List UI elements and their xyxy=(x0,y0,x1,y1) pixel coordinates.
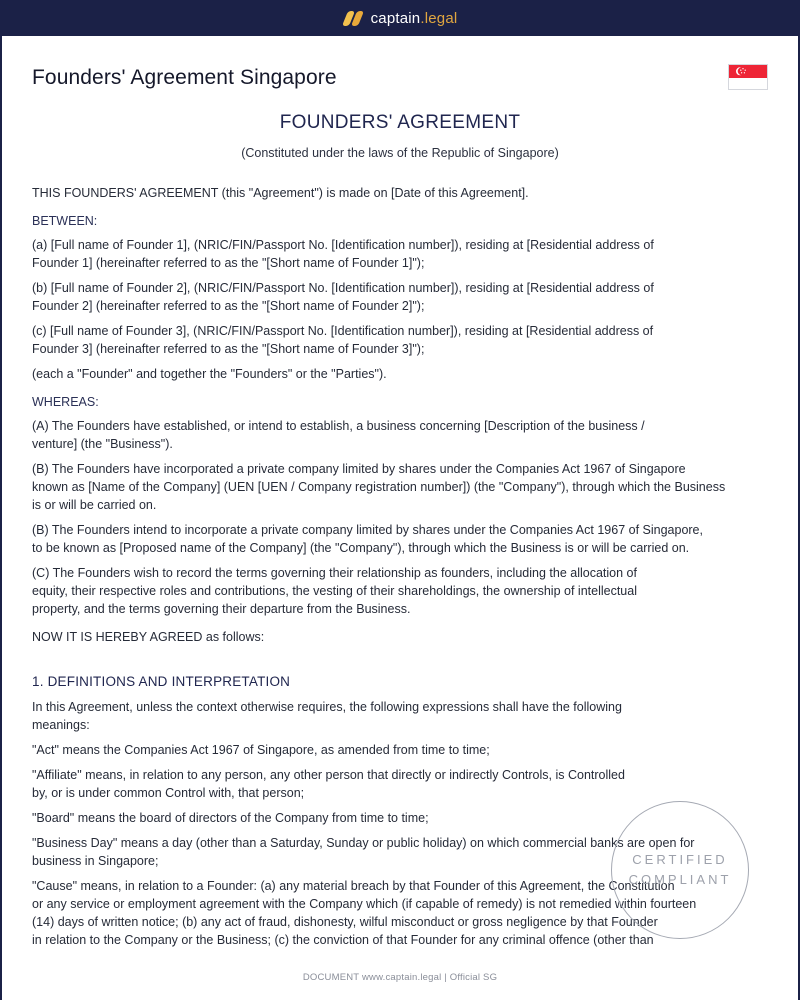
certified-compliant-stamp xyxy=(611,801,749,939)
brand-name: captain.legal xyxy=(370,9,458,27)
definitions-intro: In this Agreement, unless the context otherwise requires, the following expressions shall have the following meanings: xyxy=(32,700,622,732)
parties-summary: (each a "Founder" and together the "Founders" or the "Parties"). xyxy=(32,367,387,381)
party-c: (c) [Full name of Founder 3], (NRIC/FIN/Passport No. [Identification number]), residing at [Residential address of Founder 3] (hereinafter referred to as the "[Short name of Founder 3]"); xyxy=(32,324,654,356)
stamp-line-2: COMPLIANT xyxy=(628,872,732,887)
recital-b-intend: (B) The Founders intend to incorporate a private company limited by shares under the Companies Act 1967 of Singapore, to be known as [Proposed name of the Company] (the "Company"), through which the Business is or will be carried on. xyxy=(32,523,703,555)
between-label: BETWEEN: xyxy=(32,214,98,228)
brand-logo[interactable] xyxy=(343,10,458,27)
page-title: Founders' Agreement Singapore xyxy=(32,66,337,89)
recital-a: (A) The Founders have established, or intend to establish, a business concerning [Description of the business / venture] (the "Business"). xyxy=(32,419,645,451)
definition-affiliate: "Affiliate" means, in relation to any person, any other person that directly or indirectly Controls, is Controlled by, or is under common Control with, that person; xyxy=(32,768,625,800)
document-header xyxy=(32,66,768,96)
footer-text: DOCUMENT www.captain.legal | Official SG xyxy=(302,972,498,983)
definition-cause: "Cause" means, in relation to a Founder: (a) any material breach by that Founder of this Agreement, the Constitution or any service or employment agreement with the Company which (if capable of remedy) is not remedied within fourteen (14) days of written notice; (b) any act of fraud, dishonesty, wilful misconduct or gross negligence by that Founder in relation to the Company or the Business; (c) the conviction of that Founder for any criminal offence (other than xyxy=(32,879,697,947)
document-subheading: (Constituted under the laws of the Republic of Singapore) xyxy=(241,146,559,160)
agreed-paragraph: NOW IT IS HEREBY AGREED as follows: xyxy=(32,630,265,644)
recital-b-incorporated: (B) The Founders have incorporated a private company limited by shares under the Companies Act 1967 of Singapore known as [Name of the Company] (UEN [UEN / Company registration number]) (the "Company"), through which the Business is or will be carried on. xyxy=(32,462,726,512)
document-heading: FOUNDERS' AGREEMENT xyxy=(279,112,521,133)
party-a: (a) [Full name of Founder 1], (NRIC/FIN/Passport No. [Identification number]), residing at [Residential address of Founder 1] (hereinafter referred to as the "[Short name of Founder 1]"); xyxy=(32,238,654,270)
definition-business-day: "Business Day" means a day (other than a Saturday, Sunday or public holiday) on which commercial banks are open for business in Singapore; xyxy=(32,836,695,868)
definition-board: "Board" means the board of directors of the Company from time to time; xyxy=(32,811,429,825)
top-bar xyxy=(0,0,800,36)
party-b: (b) [Full name of Founder 2], (NRIC/FIN/Passport No. [Identification number]), residing at [Residential address of Founder 2] (hereinafter referred to as the "[Short name of Founder 2]"); xyxy=(32,281,654,313)
whereas-label: WHEREAS: xyxy=(32,395,99,409)
section-heading-definitions: 1. DEFINITIONS AND INTERPRETATION xyxy=(32,674,291,689)
stamp-line-1: CERTIFIED xyxy=(632,852,728,867)
intro-paragraph: THIS FOUNDERS' AGREEMENT (this "Agreement") is made on [Date of this Agreement]. xyxy=(32,186,529,200)
definition-act: "Act" means the Companies Act 1967 of Singapore, as amended from time to time; xyxy=(32,743,490,757)
recital-c: (C) The Founders wish to record the terms governing their relationship as founders, including the allocation of equity, their respective roles and contributions, the vesting of their shareholdings, the ownership of intellectual property, and the terms governing their departure from the Business. xyxy=(32,566,637,616)
logo-icon xyxy=(343,11,362,26)
singapore-flag-icon xyxy=(728,64,768,90)
